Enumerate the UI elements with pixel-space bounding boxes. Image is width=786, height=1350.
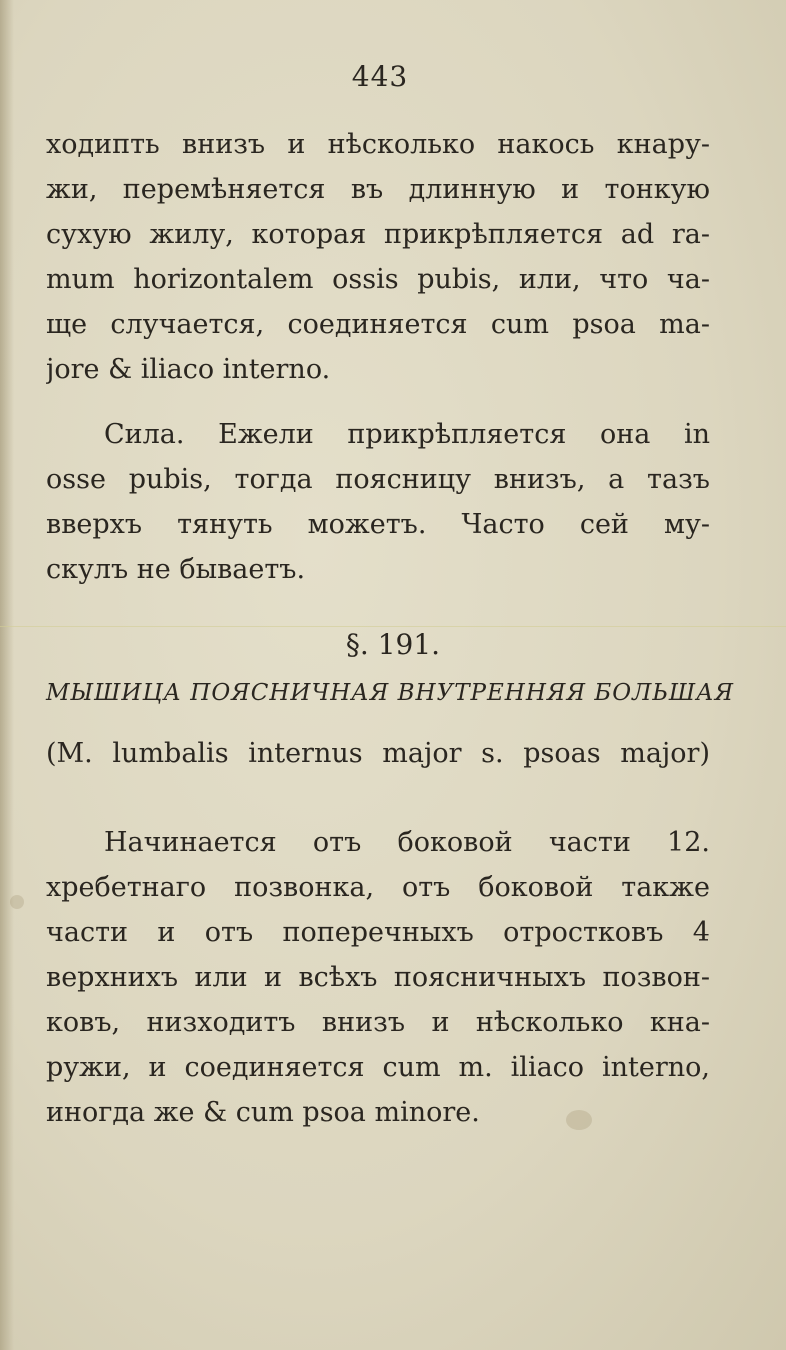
page-edge-shadow	[0, 0, 14, 1350]
faint-rule	[0, 626, 786, 627]
paragraph-continuation	[46, 122, 710, 392]
text-line: ще случается, соединяется cum psoa ma-	[46, 309, 710, 340]
paper-stain	[10, 895, 24, 909]
text-line: сухую жилу, которая прикрѣпляется ad ra-	[46, 219, 710, 250]
text-line: ковъ, низходитъ внизъ и нѣсколько кна-	[46, 1007, 710, 1038]
text-line: части и отъ поперечныхъ отростковъ 4	[46, 917, 710, 948]
text-line: mum horizontalem ossis pubis, или, что ча-	[46, 264, 710, 295]
text-line: Начинается отъ боковой части 12.	[104, 827, 710, 858]
text-line: jore & iliaco interno.	[46, 354, 331, 385]
latin-title: (M. lumbalis internus major s. psoas major)	[46, 738, 710, 769]
text-line: скулъ не бываетъ.	[46, 554, 306, 585]
text-line: вверхъ тянуть можетъ. Часто сей му-	[46, 509, 710, 540]
text-line: osse pubis, тогда поясницу внизъ, а тазъ	[46, 464, 710, 495]
text-line: хребетнаго позвонка, отъ боковой также	[46, 872, 710, 903]
text-line: иногда же & cum psoa minore.	[46, 1097, 480, 1128]
paragraph-sila	[46, 412, 710, 592]
section-number: §. 191.	[345, 628, 441, 661]
text-line: верхнихъ или и всѣхъ поясничныхъ позвон-	[46, 962, 710, 993]
page-number: 443	[351, 60, 409, 93]
text-line: ходипть внизъ и нѣсколько накось кнару-	[46, 129, 710, 160]
section-heading: МЫШИЦА ПОЯСНИЧНАЯ ВНУТРЕННЯЯ БОЛЬШАЯ	[46, 680, 735, 706]
text-line: ружи, и соединяется cum m. iliaco interno,	[46, 1052, 710, 1083]
paragraph-description	[46, 820, 710, 1135]
text-line: жи, перемѣняется въ длинную и тонкую	[46, 174, 710, 205]
text-line: Сила. Ежели прикрѣпляется она in	[104, 419, 710, 450]
